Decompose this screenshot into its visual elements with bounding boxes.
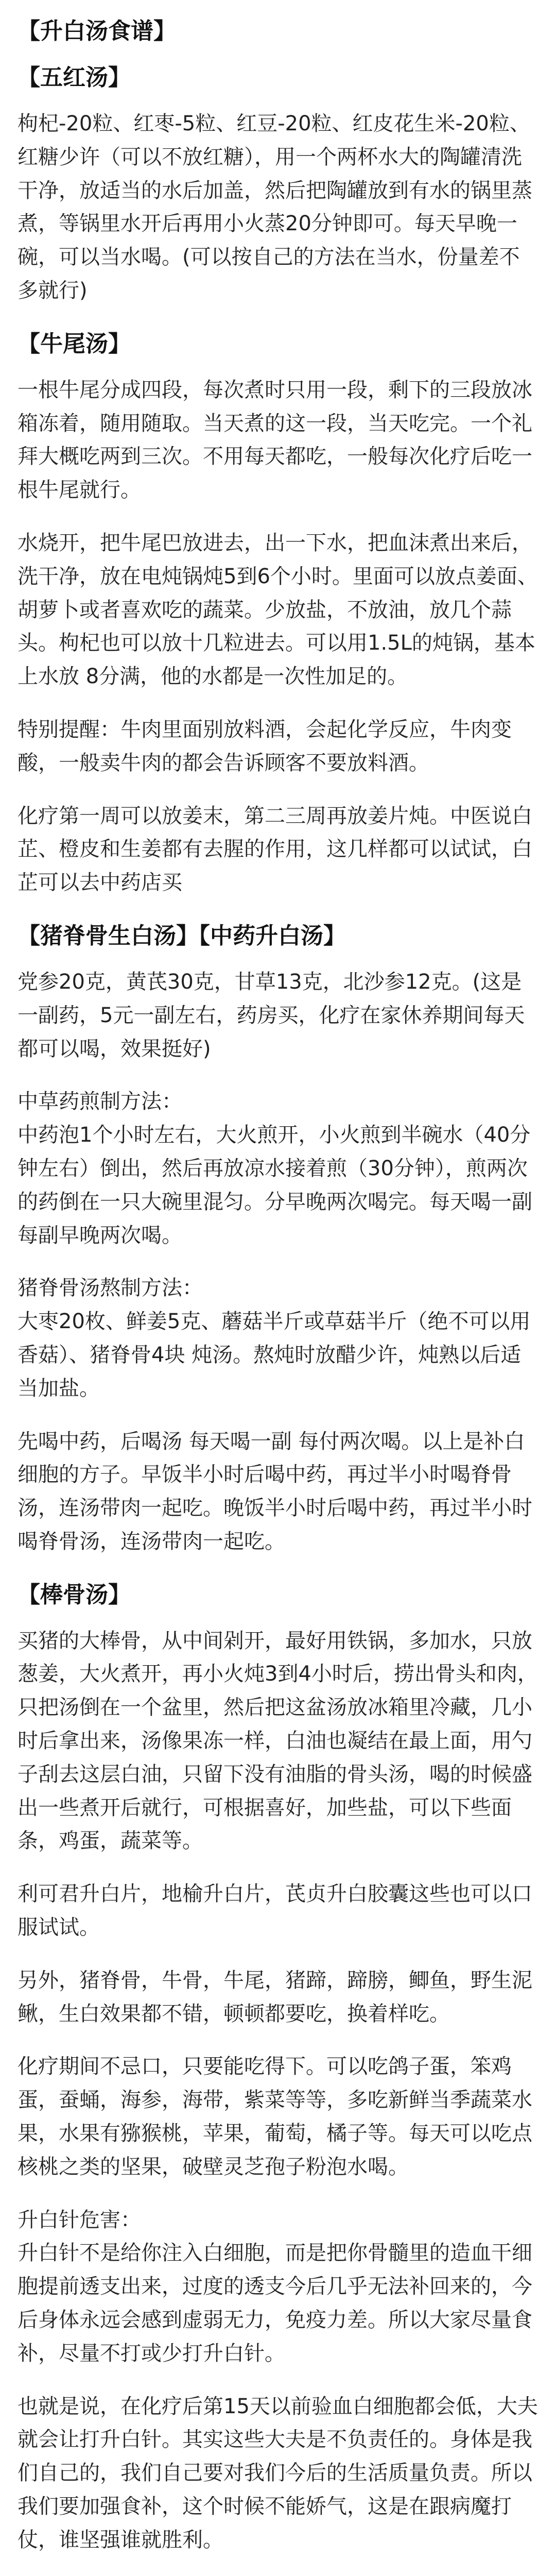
- paragraph: 化疗第一周可以放姜末，第二三周再放姜片炖。中医说白芷、橙皮和生姜都有去腥的作用，这几样都可以试试，白芷可以去中药店买: [18, 804, 532, 895]
- section-heading: 【升白汤食谱】: [18, 18, 176, 44]
- paragraph: 中草药煎制方法： 中药泡1个小时左右，大火煎开，小火煎到半碗水（40分钟左右）倒出，然后再放凉水接着煎（30分钟），煎两次的药倒在一只大碗里混匀。分早晚两次喝完。每天喝一副 每副早晚两次喝。: [18, 1090, 532, 1247]
- paragraph: 化疗期间不忌口，只要能吃得下。可以吃鸽子蛋，笨鸡蛋，蚕蛹，海参，海带，紫菜等等，多吃新鲜当季蔬菜水果，水果有猕猴桃，苹果，葡萄，橘子等。每天可以吃点核桃之类的坚果，破壁灵芝孢子粉泡水喝。: [18, 2055, 532, 2179]
- paragraph: 也就是说，在化疗后第15天以前验血白细胞都会低，大夫就会让打升白针。其实这些大夫是不负责任的。身体是我们自己的，我们自己要对我们今后的生活质量负责。所以我们要加强食补，这个时候不能娇气，这是在跟病魔打仗，谁坚强谁就胜利。: [18, 2394, 538, 2552]
- paragraph: 猪脊骨汤熬制方法： 大枣20枚、鲜姜5克、蘑菇半斤或草菇半斤（绝不可以用香菇）、猪脊骨4块 炖汤。熬炖时放醋少许，炖熟以后适当加盐。: [18, 1276, 531, 1400]
- paragraph: 升白针危害： 升白针不是给你注入白细胞，而是把你骨髓里的造血干细胞提前透支出来，过度的透支今后几乎无法补回来的，今后身体永远会感到虚弱无力，免疫力差。所以大家尽量食补，尽量不打或少打升白针。: [18, 2208, 532, 2365]
- paragraph: 枸杞-20粒、红枣-5粒、红豆-20粒、红皮花生米-20粒、红糖少许（可以不放红糖），用一个两杯水大的陶罐清洗干净，放适当的水后加盖，然后把陶罐放到有水的锅里蒸煮，等锅里水开后再用小火蒸20分钟即可。每天早晚一碗，可以当水喝。(可以按自己的方法在当水，份量差不多就行): [18, 112, 532, 302]
- paragraph: 利可君升白片，地榆升白片，芪贞升白胶囊这些也可以口服试试。: [18, 1882, 532, 1940]
- paragraph: 党参20克，黄芪30克，甘草13克，北沙参12克。(这是一副药，5元一副左右，药房买，化疗在家休养期间每天都可以喝，效果挺好): [18, 970, 525, 1061]
- paragraph: 买猪的大棒骨，从中间剁开，最好用铁锅，多加水，只放葱姜，大火煮开，再小火炖3到4小时后，捞出骨头和肉，只把汤倒在一个盆里，然后把这盆汤放冰箱里冷藏，几小时后拿出来，汤像果冻一样，白油也凝结在最上面，用勺子刮去这层白油，只留下没有油脂的骨头汤，喝的时候盛出一些煮开后就行，可根据喜好，加些盐，可以下些面条，鸡蛋，蔬菜等。: [18, 1629, 538, 1853]
- section-heading: 【牛尾汤】: [18, 330, 131, 357]
- section-heading: 【猪脊骨生白汤】【中药升白汤】: [18, 922, 346, 949]
- paragraph: 先喝中药，后喝汤 每天喝一副 每付两次喝。以上是补白细胞的方子。早饭半小时后喝中药，再过半小时喝脊骨汤，连汤带肉一起吃。晚饭半小时后喝中药，再过半小时喝脊骨汤，连汤带肉一起吃。: [18, 1429, 532, 1553]
- paragraph: 一根牛尾分成四段，每次煮时只用一段，剩下的三段放冰箱冻着，随用随取。当天煮的这一段，当天吃完。一个礼拜大概吃两到三次。不用每天都吃，一般每次化疗后吃一根牛尾就行。: [18, 378, 532, 502]
- paragraph: 特别提醒：牛肉里面别放料酒，会起化学反应，牛肉变酸，一般卖牛肉的都会告诉顾客不要放料酒。: [18, 717, 512, 775]
- section-heading: 【五红汤】: [18, 64, 131, 91]
- paragraph: 另外，猪脊骨，牛骨，牛尾，猪蹄，蹄膀，鲫鱼，野生泥鳅，生白效果都不错，顿顿都要吃，换着样吃。: [18, 1968, 532, 2026]
- paragraph: 水烧开，把牛尾巴放进去，出一下水，把血沫煮出来后，洗干净，放在电炖锅炖5到6个小时。里面可以放点姜面、胡萝卜或者喜欢吃的蔬菜。少放盐，不放油，放几个蒜头。枸杞也可以放十几粒进去。可以用1.5L的炖锅，基本上水放 8分满，他的水都是一次性加足的。: [18, 531, 538, 689]
- section-heading: 【棒骨汤】: [18, 1581, 131, 1608]
